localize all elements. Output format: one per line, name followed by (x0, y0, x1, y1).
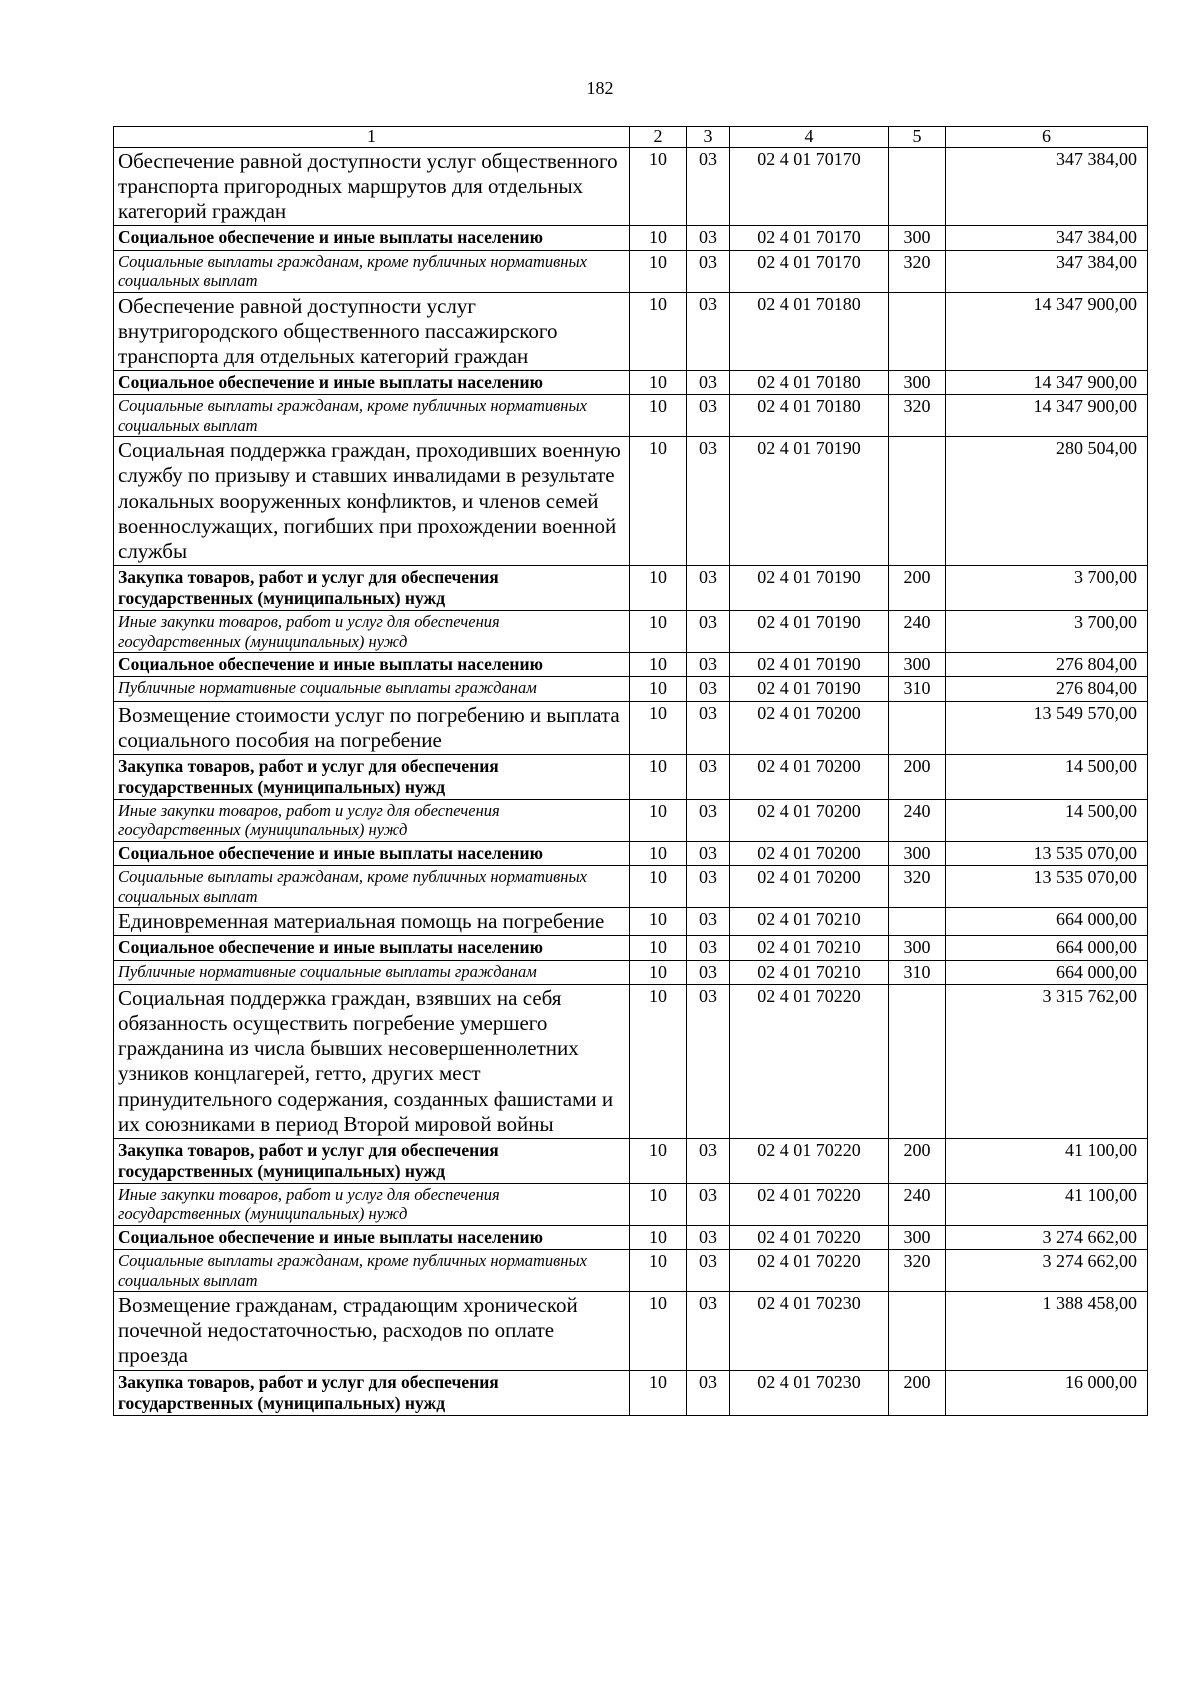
row-amount: 664 000,00 (946, 936, 1148, 960)
table-row (114, 754, 1148, 799)
row-section: 10 (630, 936, 687, 960)
row-section: 10 (630, 841, 687, 865)
table-row (114, 371, 1148, 395)
row-name: Социальное обеспечение и иные выплаты населению (114, 371, 630, 395)
row-amount: 276 804,00 (946, 653, 1148, 677)
row-name: Социальное обеспечение и иные выплаты населению (114, 226, 630, 250)
row-name: Обеспечение равной доступности услуг общественного транспорта пригородных маршрутов для отдельных категорий граждан (114, 147, 630, 226)
row-target-article: 02 4 01 70230 (730, 1291, 889, 1370)
row-subsection: 03 (687, 799, 730, 841)
row-amount: 13 535 070,00 (946, 841, 1148, 865)
row-amount: 3 700,00 (946, 611, 1148, 653)
table-row (114, 1183, 1148, 1225)
table-row (114, 292, 1148, 371)
row-subsection: 03 (687, 984, 730, 1138)
row-section: 10 (630, 226, 687, 250)
row-name: Социальное обеспечение и иные выплаты населению (114, 936, 630, 960)
row-amount: 347 384,00 (946, 147, 1148, 226)
row-expense-type: 300 (889, 226, 946, 250)
header-cell-section: 2 (630, 127, 687, 148)
row-name: Социальная поддержка граждан, взявших на себя обязанность осуществить погребение умершего гражданина из числа бывших несовершеннолетних узников концлагерей, гетто, других мест принудительного содержания, созданных фашистами и их союзниками в период Второй мировой войны (114, 984, 630, 1138)
row-subsection: 03 (687, 371, 730, 395)
table-row (114, 1370, 1148, 1415)
row-subsection: 03 (687, 1183, 730, 1225)
row-subsection: 03 (687, 653, 730, 677)
table-row (114, 395, 1148, 437)
table-row (114, 960, 1148, 984)
row-amount: 13 549 570,00 (946, 701, 1148, 754)
row-subsection: 03 (687, 437, 730, 566)
row-amount: 347 384,00 (946, 226, 1148, 250)
row-name: Социальные выплаты гражданам, кроме публичных нормативных социальных выплат (114, 1250, 630, 1292)
row-target-article: 02 4 01 70180 (730, 395, 889, 437)
row-subsection: 03 (687, 395, 730, 437)
table-row (114, 1291, 1148, 1370)
row-section: 10 (630, 250, 687, 292)
table-row (114, 1138, 1148, 1183)
row-expense-type: 200 (889, 754, 946, 799)
row-name: Возмещение стоимости услуг по погребению и выплата социального пособия на погребение (114, 701, 630, 754)
row-section: 10 (630, 371, 687, 395)
row-section: 10 (630, 611, 687, 653)
row-amount: 41 100,00 (946, 1138, 1148, 1183)
row-target-article: 02 4 01 70170 (730, 226, 889, 250)
row-section: 10 (630, 677, 687, 701)
row-amount: 3 274 662,00 (946, 1225, 1148, 1249)
row-amount: 41 100,00 (946, 1183, 1148, 1225)
row-amount: 14 347 900,00 (946, 371, 1148, 395)
header-cell-expense-type: 5 (889, 127, 946, 148)
row-name: Закупка товаров, работ и услуг для обеспечения государственных (муниципальных) нужд (114, 1370, 630, 1415)
row-subsection: 03 (687, 611, 730, 653)
row-section: 10 (630, 1291, 687, 1370)
row-expense-type: 320 (889, 395, 946, 437)
row-expense-type: 300 (889, 653, 946, 677)
row-section: 10 (630, 754, 687, 799)
row-name: Закупка товаров, работ и услуг для обеспечения государственных (муниципальных) нужд (114, 754, 630, 799)
row-subsection: 03 (687, 250, 730, 292)
row-section: 10 (630, 1225, 687, 1249)
row-target-article: 02 4 01 70210 (730, 960, 889, 984)
table-row (114, 566, 1148, 611)
header-cell-target-article: 4 (730, 127, 889, 148)
row-target-article: 02 4 01 70200 (730, 799, 889, 841)
row-subsection: 03 (687, 1138, 730, 1183)
row-target-article: 02 4 01 70170 (730, 250, 889, 292)
row-target-article: 02 4 01 70200 (730, 701, 889, 754)
row-section: 10 (630, 1138, 687, 1183)
page-number: 182 (586, 78, 614, 98)
row-target-article: 02 4 01 70220 (730, 984, 889, 1138)
row-name: Иные закупки товаров, работ и услуг для обеспечения государственных (муниципальных) нужд (114, 799, 630, 841)
header-cell-name: 1 (114, 127, 630, 148)
row-section: 10 (630, 292, 687, 371)
row-name: Социальное обеспечение и иные выплаты населению (114, 653, 630, 677)
row-name: Иные закупки товаров, работ и услуг для обеспечения государственных (муниципальных) нужд (114, 1183, 630, 1225)
table-row (114, 984, 1148, 1138)
row-expense-type: 240 (889, 1183, 946, 1225)
table-row (114, 611, 1148, 653)
row-subsection: 03 (687, 677, 730, 701)
row-name: Иные закупки товаров, работ и услуг для обеспечения государственных (муниципальных) нужд (114, 611, 630, 653)
row-target-article: 02 4 01 70220 (730, 1225, 889, 1249)
table-header (114, 127, 1148, 148)
table-row (114, 866, 1148, 908)
row-expense-type (889, 908, 946, 936)
row-expense-type: 200 (889, 1370, 946, 1415)
row-amount: 276 804,00 (946, 677, 1148, 701)
row-subsection: 03 (687, 908, 730, 936)
row-expense-type: 300 (889, 936, 946, 960)
row-amount: 16 000,00 (946, 1370, 1148, 1415)
row-subsection: 03 (687, 1225, 730, 1249)
row-amount: 347 384,00 (946, 250, 1148, 292)
row-target-article: 02 4 01 70190 (730, 677, 889, 701)
row-amount: 3 700,00 (946, 566, 1148, 611)
header-row (114, 127, 1148, 148)
row-subsection: 03 (687, 292, 730, 371)
row-expense-type (889, 292, 946, 371)
row-expense-type: 240 (889, 799, 946, 841)
row-target-article: 02 4 01 70220 (730, 1183, 889, 1225)
row-subsection: 03 (687, 754, 730, 799)
row-target-article: 02 4 01 70190 (730, 566, 889, 611)
row-subsection: 03 (687, 1370, 730, 1415)
row-target-article: 02 4 01 70190 (730, 611, 889, 653)
row-amount: 14 347 900,00 (946, 292, 1148, 371)
row-target-article: 02 4 01 70180 (730, 371, 889, 395)
row-section: 10 (630, 960, 687, 984)
row-target-article: 02 4 01 70210 (730, 936, 889, 960)
header-cell-subsection: 3 (687, 127, 730, 148)
row-subsection: 03 (687, 841, 730, 865)
row-name: Социальные выплаты гражданам, кроме публичных нормативных социальных выплат (114, 395, 630, 437)
table-row (114, 437, 1148, 566)
row-name: Социальное обеспечение и иные выплаты населению (114, 1225, 630, 1249)
row-subsection: 03 (687, 866, 730, 908)
row-subsection: 03 (687, 1291, 730, 1370)
row-subsection: 03 (687, 566, 730, 611)
row-target-article: 02 4 01 70180 (730, 292, 889, 371)
row-amount: 3 274 662,00 (946, 1250, 1148, 1292)
row-subsection: 03 (687, 701, 730, 754)
row-name: Обеспечение равной доступности услуг внутригородского общественного пассажирского транспорта для отдельных категорий граждан (114, 292, 630, 371)
row-amount: 14 500,00 (946, 799, 1148, 841)
row-amount: 14 500,00 (946, 754, 1148, 799)
table-row (114, 250, 1148, 292)
row-expense-type: 320 (889, 250, 946, 292)
table-row (114, 799, 1148, 841)
row-subsection: 03 (687, 936, 730, 960)
table-row (114, 147, 1148, 226)
row-name: Публичные нормативные социальные выплаты гражданам (114, 960, 630, 984)
row-section: 10 (630, 984, 687, 1138)
row-section: 10 (630, 147, 687, 226)
row-amount: 1 388 458,00 (946, 1291, 1148, 1370)
row-section: 10 (630, 866, 687, 908)
row-section: 10 (630, 701, 687, 754)
row-expense-type (889, 984, 946, 1138)
row-expense-type: 200 (889, 566, 946, 611)
budget-table (113, 126, 1148, 1416)
row-name: Социальные выплаты гражданам, кроме публичных нормативных социальных выплат (114, 250, 630, 292)
row-name: Закупка товаров, работ и услуг для обеспечения государственных (муниципальных) нужд (114, 1138, 630, 1183)
row-amount: 664 000,00 (946, 908, 1148, 936)
row-target-article: 02 4 01 70200 (730, 754, 889, 799)
row-subsection: 03 (687, 226, 730, 250)
table-body (114, 147, 1148, 1415)
row-expense-type: 320 (889, 866, 946, 908)
row-target-article: 02 4 01 70170 (730, 147, 889, 226)
row-target-article: 02 4 01 70210 (730, 908, 889, 936)
row-expense-type: 310 (889, 960, 946, 984)
row-expense-type: 310 (889, 677, 946, 701)
row-expense-type (889, 437, 946, 566)
row-section: 10 (630, 395, 687, 437)
row-expense-type (889, 147, 946, 226)
row-section: 10 (630, 566, 687, 611)
row-name: Возмещение гражданам, страдающим хронической почечной недостаточностью, расходов по оплате проезда (114, 1291, 630, 1370)
row-expense-type (889, 701, 946, 754)
row-amount: 3 315 762,00 (946, 984, 1148, 1138)
row-name: Социальные выплаты гражданам, кроме публичных нормативных социальных выплат (114, 866, 630, 908)
row-target-article: 02 4 01 70220 (730, 1250, 889, 1292)
row-expense-type: 200 (889, 1138, 946, 1183)
row-expense-type: 240 (889, 611, 946, 653)
row-subsection: 03 (687, 960, 730, 984)
row-amount: 280 504,00 (946, 437, 1148, 566)
row-target-article: 02 4 01 70230 (730, 1370, 889, 1415)
row-name: Социальное обеспечение и иные выплаты населению (114, 841, 630, 865)
row-expense-type: 300 (889, 1225, 946, 1249)
header-cell-amount: 6 (946, 127, 1148, 148)
table-row (114, 1225, 1148, 1249)
row-amount: 13 535 070,00 (946, 866, 1148, 908)
row-section: 10 (630, 653, 687, 677)
row-amount: 664 000,00 (946, 960, 1148, 984)
table-row (114, 677, 1148, 701)
row-section: 10 (630, 1250, 687, 1292)
table-row (114, 701, 1148, 754)
row-target-article: 02 4 01 70200 (730, 841, 889, 865)
row-subsection: 03 (687, 147, 730, 226)
row-name: Публичные нормативные социальные выплаты гражданам (114, 677, 630, 701)
row-expense-type: 320 (889, 1250, 946, 1292)
table-row (114, 226, 1148, 250)
row-expense-type: 300 (889, 841, 946, 865)
row-subsection: 03 (687, 1250, 730, 1292)
row-name: Социальная поддержка граждан, проходивших военную службу по призыву и ставших инвалидами в результате локальных вооруженных конфликтов, и членов семей военнослужащих, погибших при прохождении военной службы (114, 437, 630, 566)
row-section: 10 (630, 908, 687, 936)
table-row (114, 936, 1148, 960)
row-name: Закупка товаров, работ и услуг для обеспечения государственных (муниципальных) нужд (114, 566, 630, 611)
table-row (114, 908, 1148, 936)
row-target-article: 02 4 01 70190 (730, 653, 889, 677)
table-row (114, 841, 1148, 865)
row-expense-type: 300 (889, 371, 946, 395)
table-row (114, 1250, 1148, 1292)
table-row (114, 653, 1148, 677)
row-section: 10 (630, 799, 687, 841)
row-expense-type (889, 1291, 946, 1370)
row-target-article: 02 4 01 70220 (730, 1138, 889, 1183)
row-amount: 14 347 900,00 (946, 395, 1148, 437)
row-target-article: 02 4 01 70190 (730, 437, 889, 566)
row-target-article: 02 4 01 70200 (730, 866, 889, 908)
row-section: 10 (630, 1370, 687, 1415)
row-section: 10 (630, 1183, 687, 1225)
row-name: Единовременная материальная помощь на погребение (114, 908, 630, 936)
row-section: 10 (630, 437, 687, 566)
